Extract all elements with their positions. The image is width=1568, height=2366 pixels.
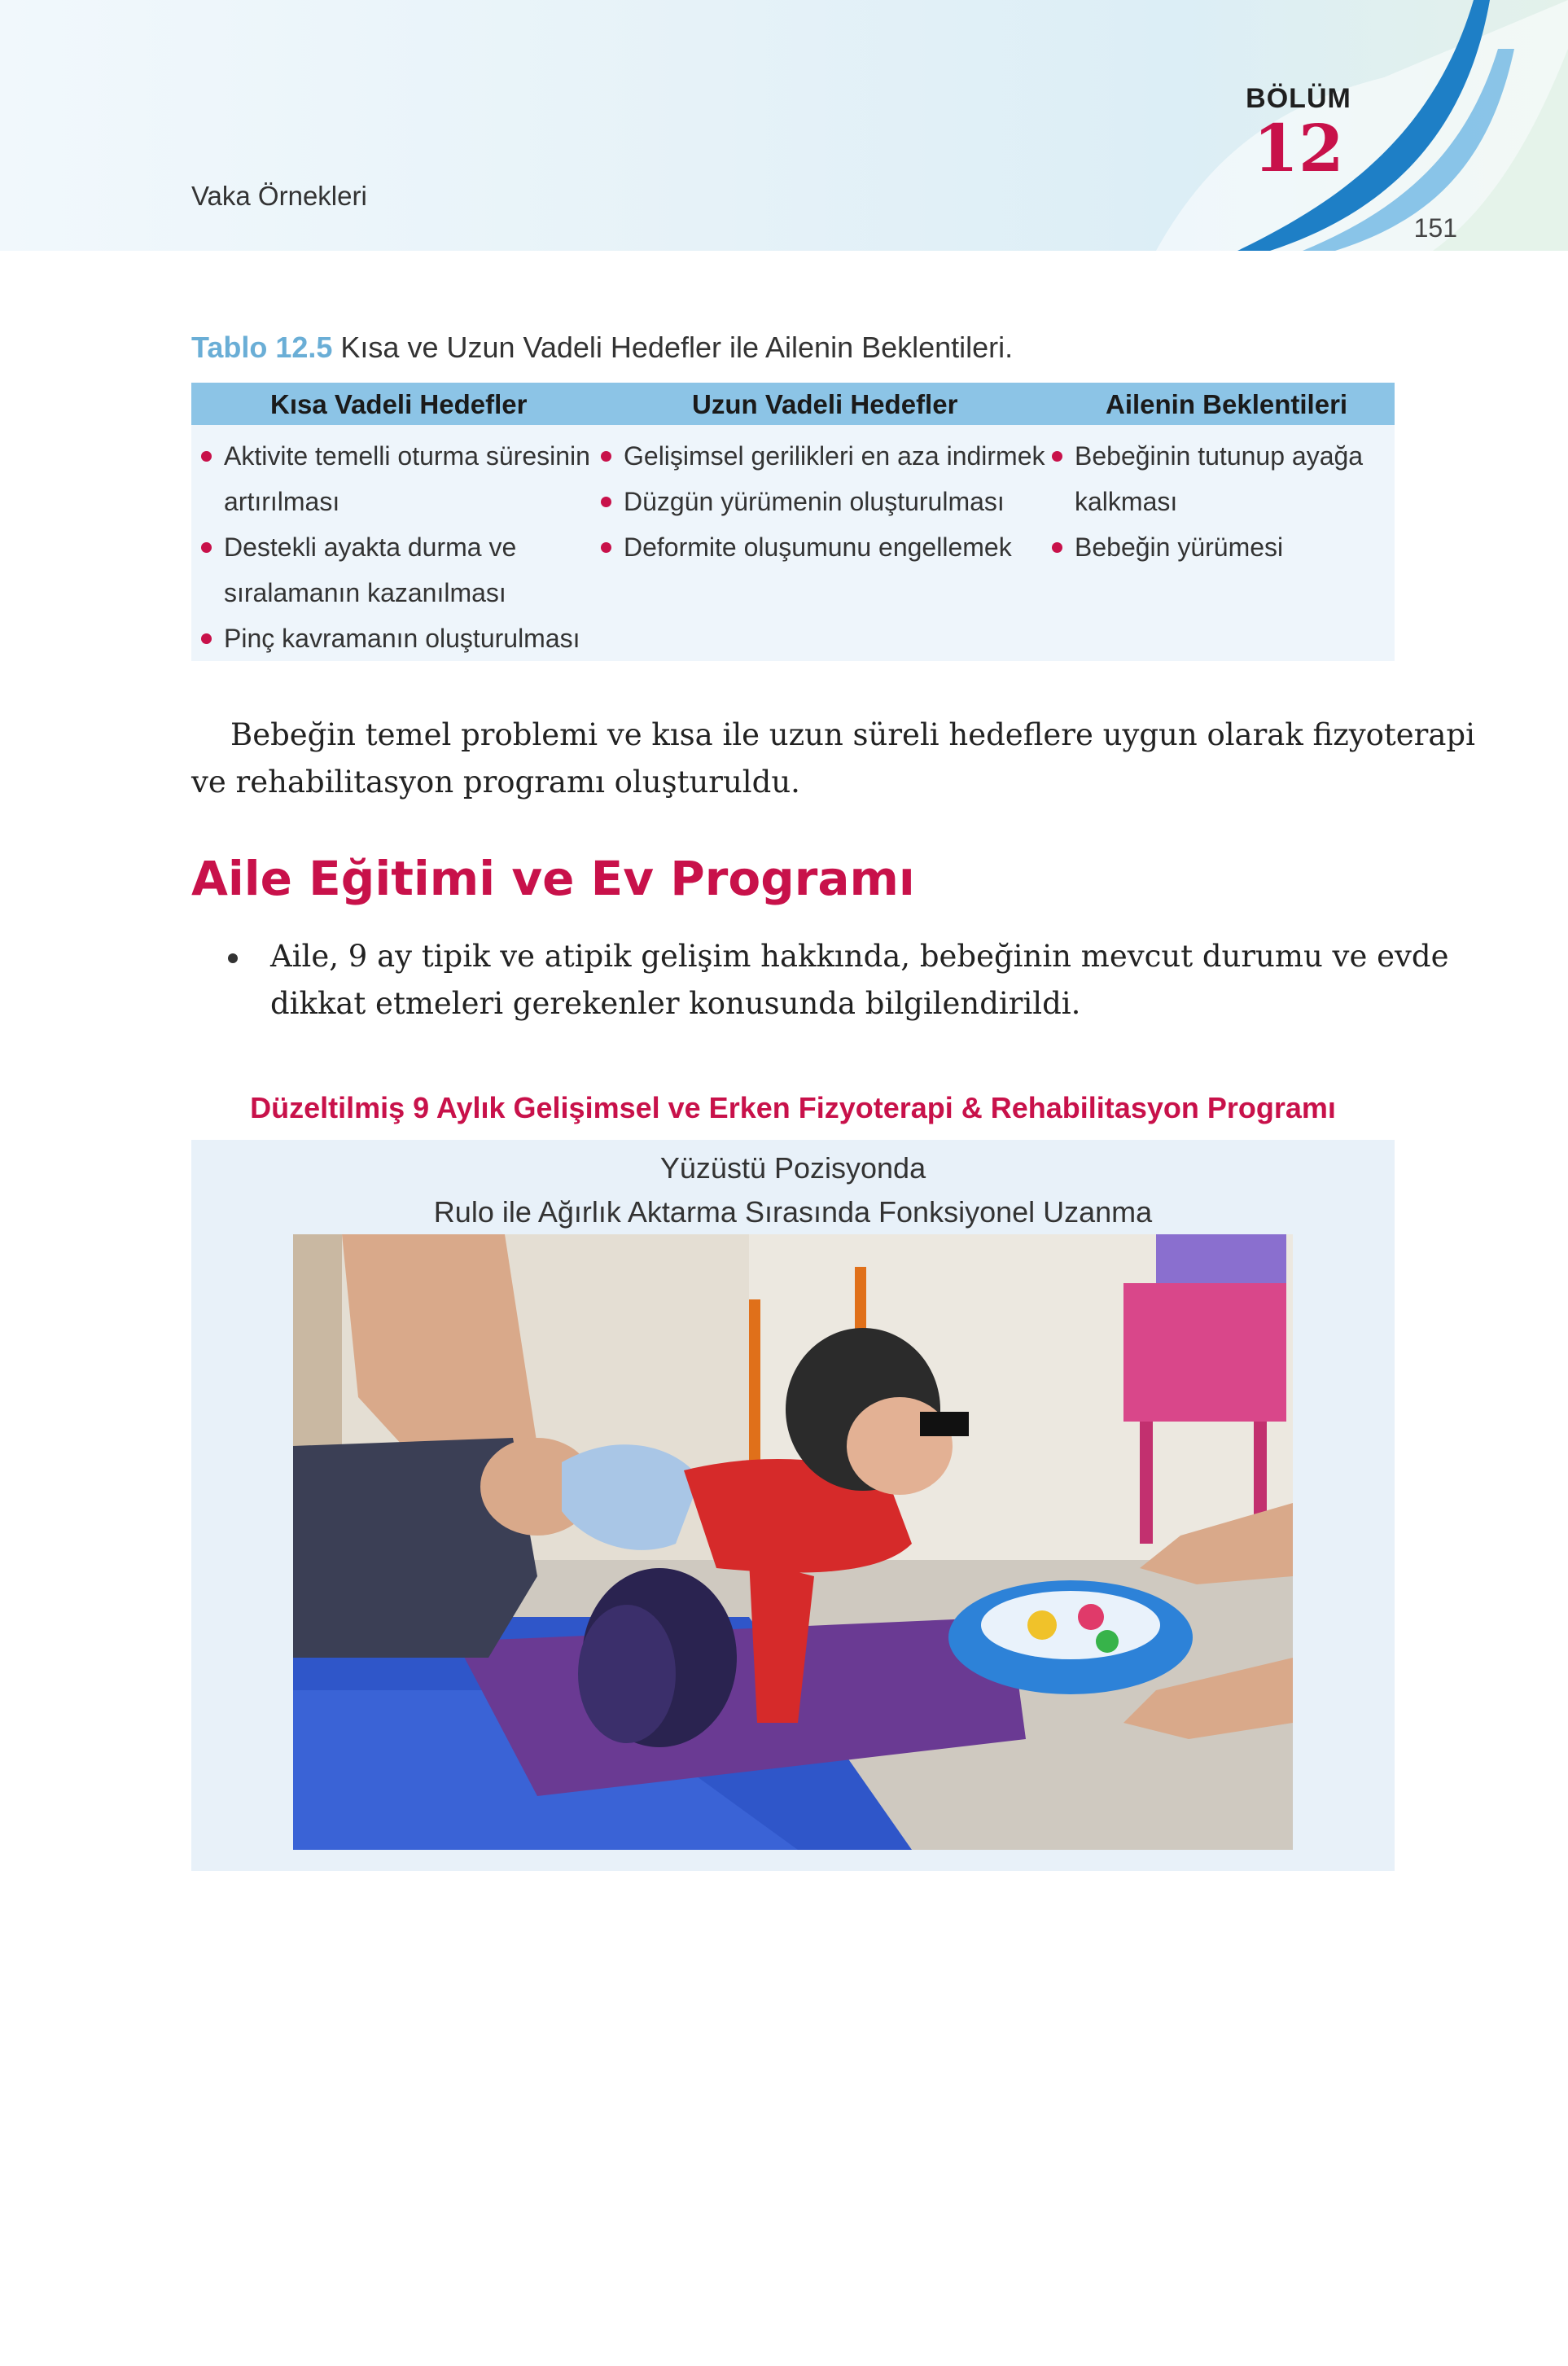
list-item-text: kalkması xyxy=(1075,487,1178,516)
list-item xyxy=(601,524,1045,570)
program-title: Düzeltilmiş 9 Aylık Gelişimsel ve Erken Fizyoterapi & Rehabilitasyon Programı xyxy=(250,1091,1336,1124)
table-caption-label: Tablo 12.5 xyxy=(191,331,333,364)
table-column-family-expectations xyxy=(1052,433,1363,570)
exercise-label: Rulo ile Ağırlık Aktarma Sırasında Fonksiyonel Uzanma xyxy=(433,1195,1153,1229)
table-header-family-expectations: Ailenin Beklentileri xyxy=(1106,389,1348,419)
exercise-photo-illustration xyxy=(293,1234,1293,1850)
bullet-icon xyxy=(601,542,611,553)
bullet-icon xyxy=(1052,542,1062,553)
table-column-long-term xyxy=(601,433,1045,570)
bullet-icon xyxy=(228,953,238,963)
exercise-photo xyxy=(293,1234,1293,1850)
section-heading: Aile Eğitimi ve Ev Programı xyxy=(191,851,915,906)
bullet-icon xyxy=(201,633,212,644)
paragraph-line: ve rehabilitasyon programı oluşturuldu. xyxy=(191,765,800,800)
list-item-text: Aktivite temelli oturma süresinin xyxy=(224,441,590,471)
bullet-icon xyxy=(1052,451,1062,462)
list-item-text: sıralamanın kazanılması xyxy=(224,578,506,607)
bullet-icon xyxy=(601,451,611,462)
position-label: Yüzüstü Pozisyonda xyxy=(659,1151,926,1185)
table-caption xyxy=(191,331,1013,365)
list-item-text: artırılması xyxy=(224,487,340,516)
bullet-icon xyxy=(601,497,611,507)
list-item-text: Bebeğin yürümesi xyxy=(1075,532,1284,562)
page-header xyxy=(0,0,1568,251)
table-header-row xyxy=(191,383,1395,425)
body-paragraph xyxy=(191,712,1475,806)
list-item xyxy=(201,524,590,616)
list-item-text: Deformite oluşumunu engellemek xyxy=(624,532,1012,562)
list-item-text: Düzgün yürümenin oluşturulması xyxy=(624,487,1005,516)
bullet-icon xyxy=(201,542,212,553)
list-item xyxy=(1052,433,1363,524)
list-item xyxy=(601,433,1045,479)
list-item xyxy=(201,433,590,524)
table-column-short-term xyxy=(201,433,590,661)
paragraph-line: dikkat etmeleri gerekenler konusunda bilgilendirildi. xyxy=(270,986,1081,1021)
paragraph-line: Aile, 9 ay tipik ve atipik gelişim hakkında, bebeğinin mevcut durumu ve evde xyxy=(270,939,1449,974)
list-item xyxy=(1052,524,1363,570)
page-number: 151 xyxy=(1413,213,1457,243)
chapter-word: BÖLÜM xyxy=(1246,83,1351,114)
bullet-icon xyxy=(201,451,212,462)
list-item-text: Pinç kavramanın oluşturulması xyxy=(224,624,580,653)
family-education-bullet xyxy=(228,933,1449,1027)
table-header-long-term: Uzun Vadeli Hedefler xyxy=(692,389,958,419)
list-item-text: Gelişimsel gerilikleri en aza indirmek xyxy=(624,441,1045,471)
list-item xyxy=(201,616,590,661)
paragraph-line: Bebeğin temel problemi ve kısa ile uzun süreli hedeflere uygun olarak fizyoterapi xyxy=(230,717,1475,752)
list-item-text: Bebeğinin tutunup ayağa xyxy=(1075,441,1364,471)
table-caption-text: Kısa ve Uzun Vadeli Hedefler ile Ailenin Beklentileri. xyxy=(340,331,1014,364)
table-header-short-term: Kısa Vadeli Hedefler xyxy=(270,389,528,419)
list-item xyxy=(601,479,1045,524)
chapter-number: 12 xyxy=(1253,110,1344,186)
section-label: Vaka Örnekleri xyxy=(191,181,367,211)
list-item-text: Destekli ayakta durma ve xyxy=(224,532,517,562)
goals-table xyxy=(191,383,1395,661)
